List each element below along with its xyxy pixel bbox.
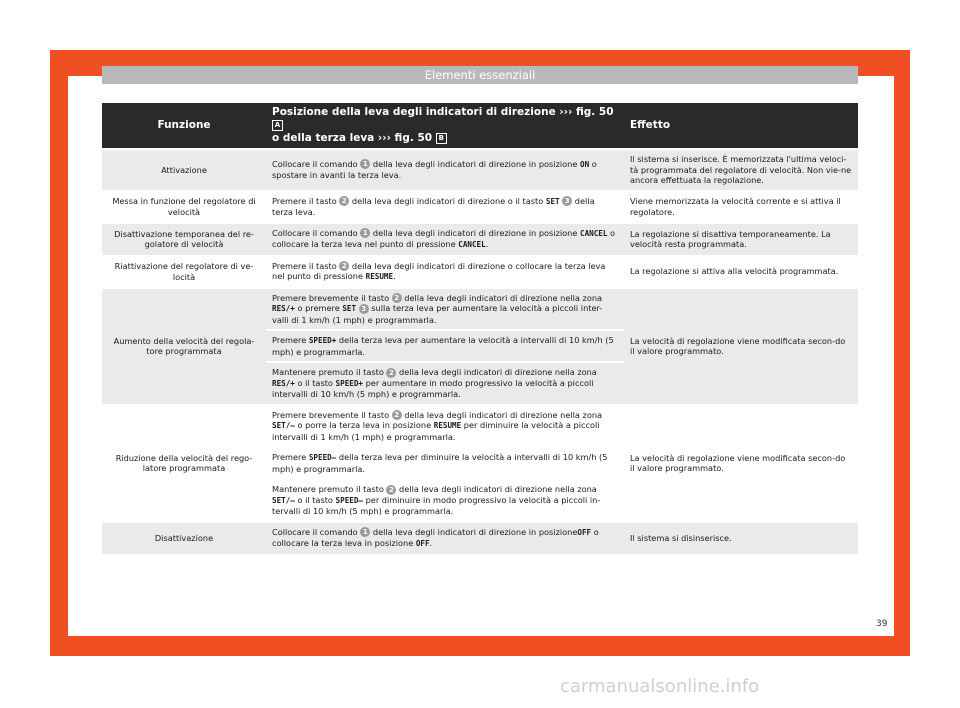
instruction-text xyxy=(266,331,624,363)
text-segment: o porre la terza leva in posizione xyxy=(294,420,434,430)
table-row xyxy=(102,257,858,287)
button-label-speed: SPEED– xyxy=(308,453,337,462)
text-segment: della leva degli indicatori di direzione nella zona xyxy=(401,292,603,303)
section-title: Elementi essenziali xyxy=(102,66,858,84)
instruction-text xyxy=(266,406,624,449)
text-segment: della leva degli indicatori di direzione o il tasto xyxy=(349,195,546,206)
table-row xyxy=(102,150,858,190)
text-segment: Premere il tasto xyxy=(272,260,340,271)
control-number-badge: 2 xyxy=(339,261,349,271)
cell-effetto: Il sistema si disinserisce. xyxy=(624,523,858,554)
text-segment: della leva degli indicatori di direzione nella zona xyxy=(396,367,597,377)
text-segment: o il tasto xyxy=(294,377,336,388)
cell-funzione: Attivazione xyxy=(102,150,266,190)
text-segment: Mantenere premuto il tasto xyxy=(272,367,387,377)
button-label-res: RES/+ xyxy=(272,304,295,313)
cell-effetto: La velocità di regolazione viene modificata secon-do il valore programmato. xyxy=(624,289,858,404)
cell-funzione: Disattivazione temporanea del re-golatore di velocità xyxy=(102,224,266,255)
table-row xyxy=(102,406,858,521)
text-segment: della leva degli indicatori di direzione in posizione xyxy=(370,227,580,238)
text-segment: Premere xyxy=(272,452,309,462)
button-label-res: RES/+ xyxy=(272,378,295,388)
control-number-badge: 2 xyxy=(386,485,396,495)
instruction-text xyxy=(272,196,618,218)
instruction-text xyxy=(266,289,624,332)
text-segment: o collocare la terza leva in posizione xyxy=(272,526,599,548)
button-label-set: SET xyxy=(342,304,357,313)
control-number-badge: 1 xyxy=(360,527,370,537)
table-row xyxy=(102,289,858,404)
cell-funzione: Riattivazione del regolatore di ve-locità xyxy=(102,257,266,287)
header-funzione: Funzione xyxy=(102,103,266,148)
text-segment: per aumentare in modo progressivo la velocità a piccoli intervalli di 10 km/h (5 mph) e programmarla. xyxy=(272,377,594,399)
header-posizione-line1: Posizione della leva degli indicatori di direzione ››› fig. 50 xyxy=(272,106,614,118)
text-segment: sulla terza leva per aumentare la velocità a piccoli inter-valli di 1 km/h (1 mph) e programmarla. xyxy=(272,303,603,325)
control-number-badge: 2 xyxy=(386,368,396,378)
cell-effetto: La regolazione si attiva alla velocità programmata. xyxy=(624,257,858,287)
watermark: carmanualsonline.info xyxy=(560,676,760,697)
button-label-speed: SPEED+ xyxy=(335,378,363,388)
button-label-speed: SPEED+ xyxy=(308,336,337,345)
text-segment: Premere brevemente il tasto xyxy=(272,409,392,420)
instruction-text xyxy=(272,527,618,550)
cell-effetto: La velocità di regolazione viene modificata secon-do il valore programmato. xyxy=(624,406,858,521)
button-label-resume: RESUME xyxy=(433,421,462,430)
table-row xyxy=(102,224,858,255)
text-segment: . xyxy=(393,271,396,281)
table-row xyxy=(102,192,858,222)
header-posizione-line2: o della terza leva ››› fig. 50 xyxy=(272,132,433,144)
button-label-speed: SPEED– xyxy=(335,495,363,505)
fig-badge-b: B xyxy=(436,133,447,144)
text-segment: della terza leva per diminuire la velocità a intervalli di 10 km/h (5 mph) e programmarla. xyxy=(272,452,608,474)
cell-funzione: Messa in funzione del regolatore di velocità xyxy=(102,192,266,222)
cell-funzione: Aumento della velocità del regola-tore programmata xyxy=(102,289,266,404)
button-label-resume: RESUME xyxy=(365,272,394,281)
control-number-badge: 3 xyxy=(562,196,572,206)
button-label-cancel: CANCEL xyxy=(580,228,608,238)
header-effetto: Effetto xyxy=(624,103,858,148)
text-segment: Premere brevemente il tasto xyxy=(272,292,392,303)
text-segment: . xyxy=(485,239,489,249)
page-number: 39 xyxy=(876,619,888,629)
button-label-cancel: CANCEL xyxy=(458,240,486,249)
control-number-badge: 3 xyxy=(359,304,369,314)
text-segment: o premere xyxy=(294,303,343,313)
control-number-badge: 2 xyxy=(392,410,402,420)
text-segment: della leva degli indicatori di direzione nella zona xyxy=(396,484,597,494)
continue-mark: » xyxy=(862,566,872,582)
instruction-text xyxy=(266,480,624,521)
button-label-set: SET xyxy=(545,196,560,206)
text-segment: Premere xyxy=(272,335,309,345)
text-segment: o il tasto xyxy=(294,494,336,505)
text-segment: della terza leva. xyxy=(272,195,595,217)
text-segment: Mantenere premuto il tasto xyxy=(272,484,387,494)
cell-posizione xyxy=(266,150,624,190)
text-segment: della terza leva per aumentare la velocità a intervalli di 10 km/h (5 mph) e programmarla. xyxy=(272,335,614,357)
cell-posizione xyxy=(266,257,624,287)
text-segment: della leva degli indicatori di direzione in posizione xyxy=(370,526,578,537)
instruction-text xyxy=(266,448,624,480)
button-label-off: OFF xyxy=(577,527,592,537)
control-number-badge: 2 xyxy=(392,293,402,303)
cell-posizione xyxy=(266,406,624,521)
text-segment: Premere il tasto xyxy=(272,195,340,206)
cell-posizione xyxy=(266,289,624,404)
text-segment: . xyxy=(429,538,433,548)
button-label-off: OFF xyxy=(415,539,430,548)
button-label-set: SET/– xyxy=(272,495,295,505)
instruction-text xyxy=(266,363,624,404)
text-segment: della leva degli indicatori di direzione nella zona xyxy=(401,409,603,420)
control-number-badge: 1 xyxy=(360,159,370,169)
header-posizione xyxy=(266,103,624,148)
table-row xyxy=(102,523,858,554)
cell-effetto: Viene memorizzata la velocità corrente e si attiva il regolatore. xyxy=(624,192,858,222)
text-segment: Collocare il comando xyxy=(272,158,361,169)
cell-funzione: Riduzione della velocità del rego-latore programmata xyxy=(102,406,266,521)
cell-effetto: Il sistema si inserisce. È memorizzata l'ultima veloci-tà programmata del regolatore di velocità. Non vie-ne ancora effettuata la regolazione. xyxy=(624,150,858,190)
button-label-on: ON xyxy=(580,159,590,169)
fig-badge-a: A xyxy=(272,120,283,131)
instruction-text xyxy=(272,228,618,251)
text-segment: o spostare in avanti la terza leva. xyxy=(272,158,597,181)
text-segment: della leva degli indicatori di direzione o collocare la terza leva nel punto di pressione xyxy=(272,260,606,281)
button-label-set: SET/– xyxy=(272,421,295,430)
cell-posizione xyxy=(266,523,624,554)
text-segment: Collocare il comando xyxy=(272,526,361,537)
cell-posizione xyxy=(266,224,624,255)
function-table xyxy=(102,101,858,556)
text-segment: per diminuire in modo progressivo la velocità a piccoli in-tervalli di 10 km/h (5 mph) e programmarla. xyxy=(272,494,601,516)
control-number-badge: 1 xyxy=(360,228,370,238)
instruction-text xyxy=(272,261,618,283)
instruction-text xyxy=(272,159,618,181)
text-segment: per diminuire la velocità a piccoli intervalli di 1 km/h (1 mph) e programmarla. xyxy=(272,420,600,442)
cell-posizione xyxy=(266,192,624,222)
control-number-badge: 2 xyxy=(339,196,349,206)
text-segment: della leva degli indicatori di direzione in posizione xyxy=(370,158,580,169)
cell-effetto: La regolazione si disattiva temporaneamente. La velocità resta programmata. xyxy=(624,224,858,255)
text-segment: Collocare il comando xyxy=(272,227,361,238)
cell-funzione: Disattivazione xyxy=(102,523,266,554)
text-segment: o collocare la terza leva nel punto di pressione xyxy=(272,227,616,249)
table-header-row xyxy=(102,103,858,148)
